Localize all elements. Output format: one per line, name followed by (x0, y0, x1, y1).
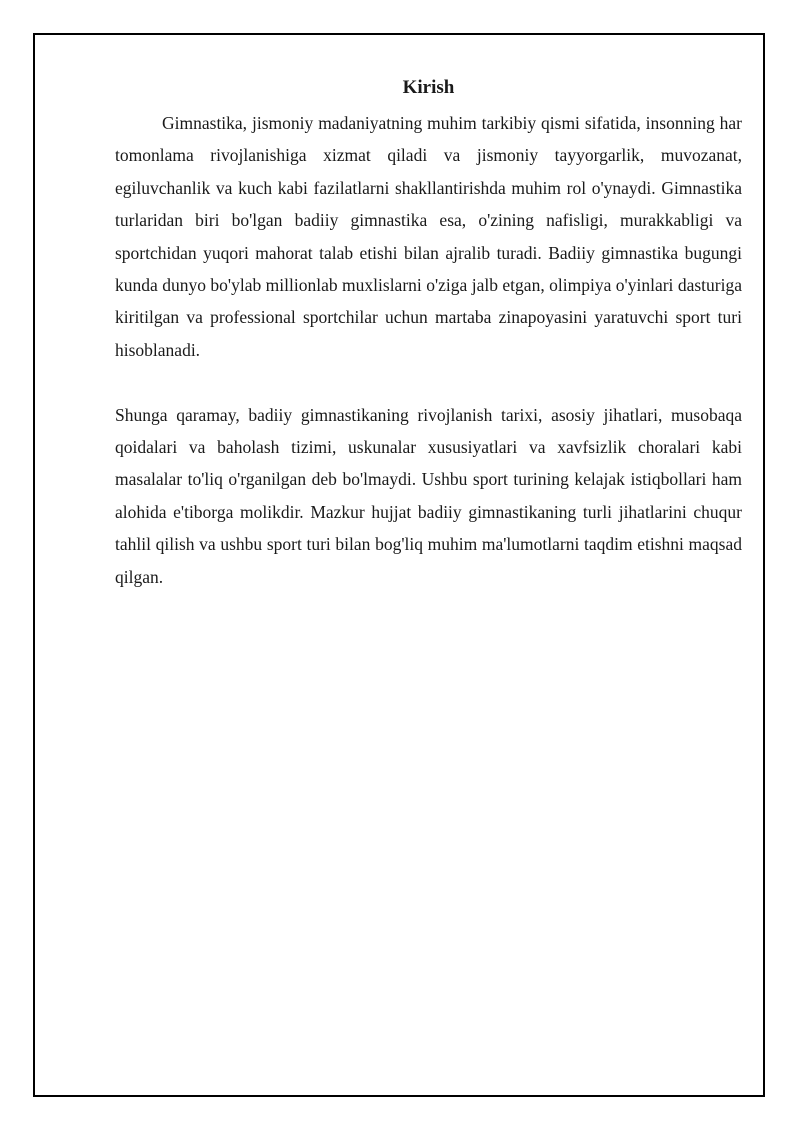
document-body (115, 75, 742, 593)
paragraph-introduction: Gimnastika, jismoniy madaniyatning muhim tarkibiy qismi sifatida, insonning har tomonlama rivojlanishiga xizmat qiladi va jismoniy tayyorgarlik, muvozanat, egiluvchanlik va kuch kabi fazilatlarni shakllantirishda muhim rol o'ynaydi. Gimnastika turlaridan biri bo'lgan badiiy gimnastika esa, o'zining nafisligi, murakkabligi va sportchidan yuqori mahorat talab etishi bilan ajralib turadi. Badiiy gimnastika bugungi kunda dunyo bo'ylab millionlab muxlislarni o'ziga jalb etgan, olimpiya o'yinlari dasturiga kiritilgan va professional sportchilar uchun martaba zinapoyasini yaratuvchi sport turi hisoblanadi. (115, 113, 742, 360)
paragraph-spacer (115, 366, 742, 398)
document-title: Kirish (402, 77, 455, 98)
paragraph-purpose: Shunga qaramay, badiiy gimnastikaning rivojlanish tarixi, asosiy jihatlari, musobaqa qoidalari va baholash tizimi, uskunalar xususiyatlari va xavfsizlik choralari kabi masalalar to'liq o'rganilgan deb bo'lmaydi. Ushbu sport turining kelajak istiqbollari ham alohida e'tiborga molikdir. Mazkur hujjat badiiy gimnastikaning turli jihatlarini chuqur tahlil qilish va ushbu sport turi bilan bog'liq muhim ma'lumotlarni taqdim etishni maqsad qilgan. (115, 404, 742, 587)
